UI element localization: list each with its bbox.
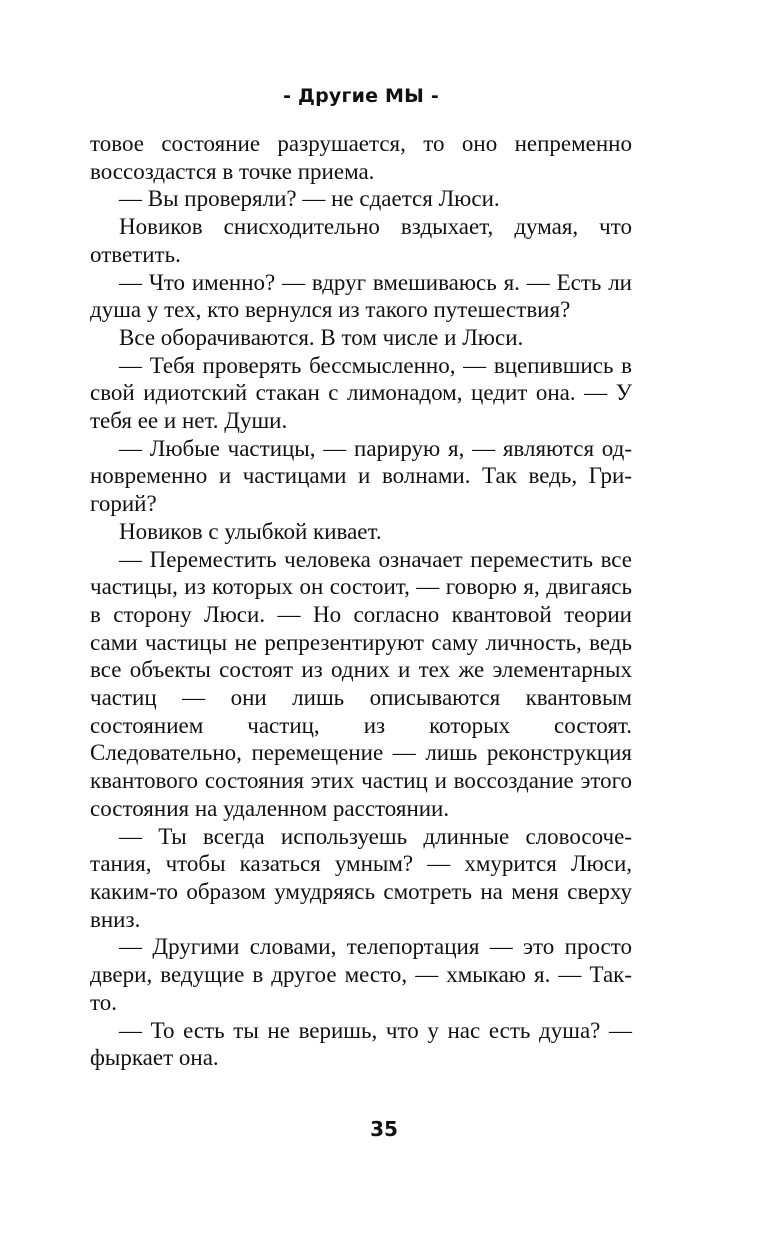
body-text [90, 130, 632, 1072]
paragraph: — Ты всегда используешь длинные словосочетания, чтобы казаться умным? — хмурится Люси, каким-то образом умудряясь смотреть на меня сверху вниз. [90, 823, 632, 932]
book-page [90, 84, 632, 1072]
paragraph: — Вы проверяли? — не сдается Люси. [119, 186, 500, 212]
paragraph: — Тебя проверять бессмысленно, — вцепившись в свой идиотский стакан с лимонадом, цедит она. — У тебя ее и нет. Души. [90, 352, 632, 434]
page-number: 35 [370, 1117, 398, 1141]
paragraph: — Что именно? — вдруг вмешиваюсь я. — Есть ли душа у тех, кто вернулся из такого путешествия? [90, 269, 632, 323]
paragraph: — То есть ты не веришь, что у нас есть душа? — фыркает она. [90, 1017, 632, 1071]
paragraph: Все оборачиваются. В том числе и Люси. [119, 324, 524, 350]
paragraph: — Другими словами, телепортация — это просто двери, ведущие в другое место, — хмыкаю я. — Так-то. [90, 934, 632, 1015]
paragraph: товое состояние разрушается, то оно непременно воссоздастся в точке приема. [90, 131, 632, 184]
running-title: - Другие МЫ - [283, 85, 439, 107]
paragraph: — Любые частицы, — парирую я, — являются одновременно и частицами и волнами. Так ведь, Григорий? [90, 435, 632, 517]
paragraph: Новиков снисходительно вздыхает, думая, что ответить. [90, 214, 632, 267]
paragraph: Новиков с улыбкой кивает. [119, 518, 382, 544]
paragraph: — Переместить человека означает переместить все частицы, из которых он состоит, — говорю я, двигаясь в сторону Люси. — Но согласно квантовой теории сами частицы не репрезентируют саму личность, ведь все объекты состоят из одних и тех же элементарных частиц — они лишь описываются квантовым состоянием частиц, из которых состоят. Следовательно, перемещение — лишь реконструкция квантового состояния этих частиц и воссоздание этого состояния на удаленном расстоянии. [90, 546, 632, 821]
